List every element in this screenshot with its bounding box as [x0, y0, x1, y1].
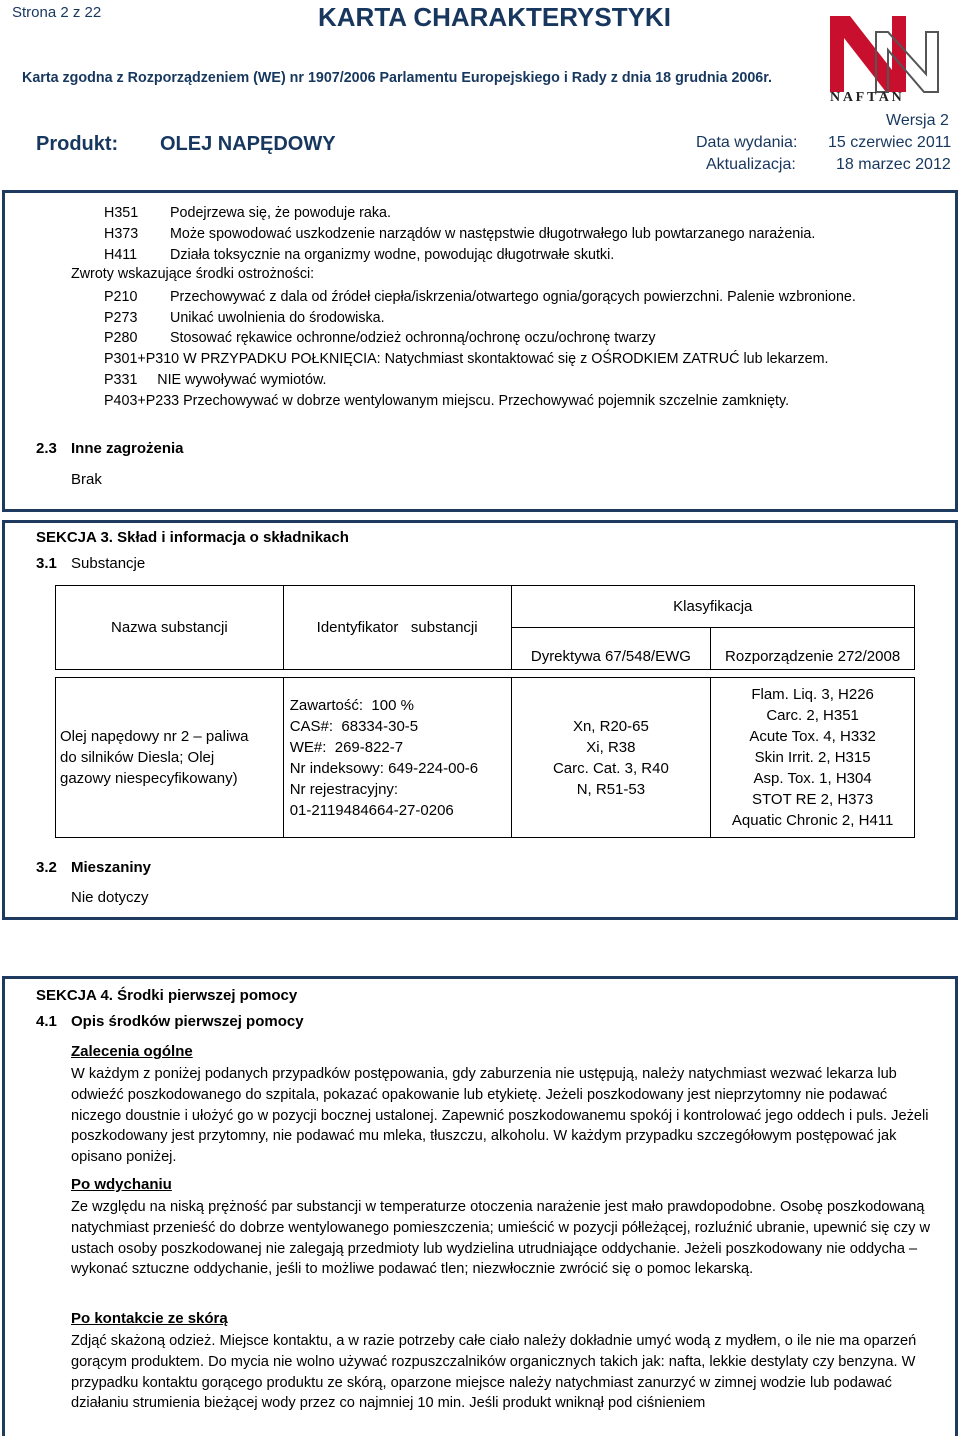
- precaution-row: [104, 328, 856, 349]
- document-title: KARTA CHARAKTERYSTYKI: [318, 2, 671, 32]
- precaution-list: [104, 287, 856, 411]
- update-date-label: Aktualizacja:: [706, 156, 796, 173]
- cell-line: do silników Diesla; Olej: [60, 749, 215, 766]
- cell-line: Nr indeksowy: 649-224-00-6: [289, 759, 479, 777]
- cell-substance-id: [283, 678, 511, 838]
- precaution-row: [104, 308, 856, 329]
- section-3-2-title: Mieszaniny: [71, 859, 152, 876]
- cell-line: Carc. Cat. 3, R40: [552, 759, 669, 777]
- precaution-text: Przechowywać z dala od źródeł ciepła/iskrzenia/otwartego ognia/gorących powierzchni. Palenie wzbronione.: [170, 289, 856, 305]
- page-number: Strona 2 z 22: [12, 4, 102, 21]
- cell-line: gazowy niespecyfikowany): [60, 770, 238, 787]
- cell-line: Skin Irrit. 2, H315: [754, 749, 871, 766]
- section-2-3-content: Brak: [71, 471, 102, 488]
- section-4-1-number: 4.1: [36, 1013, 57, 1030]
- naftan-logo: [826, 8, 952, 108]
- cell-directive: [511, 678, 711, 838]
- precaution-row: P331 NIE wywoływać wymiotów.: [104, 371, 327, 388]
- col-header-classification: Klasyfikacja: [511, 586, 914, 628]
- general-heading: Zalecenia ogólne: [71, 1043, 193, 1060]
- hazard-code: H351: [104, 205, 139, 221]
- issue-date-label: Data wydania:: [696, 134, 798, 151]
- section-3-1-number: 3.1: [36, 555, 57, 572]
- hazard-code: H411: [104, 247, 138, 263]
- col-header-directive: Dyrektywa 67/548/EWG: [511, 628, 711, 670]
- cell-line: Aquatic Chronic 2, H411: [731, 812, 894, 829]
- precaution-row: P403+P233 Przechowywać w dobrze wentylowanym miejscu. Przechowywać pojemnik szczelnie zamknięty.: [104, 392, 790, 409]
- precaution-code: P210: [104, 289, 138, 305]
- version: Wersja 2: [886, 112, 949, 129]
- col-header-regulation: Rozporządzenie 272/2008: [711, 628, 915, 670]
- hazard-list: [104, 203, 815, 266]
- cell-line: WE#: 269-822-7: [289, 738, 404, 756]
- section-3-1-title: Substancje: [71, 555, 146, 572]
- precaution-row: P301+P310 W PRZYPADKU POŁKNIĘCIA: Natychmiast skontaktować się z OŚRODKIEM ZATRUĆ lub lekarzem.: [104, 351, 829, 368]
- hazard-text: Działa toksycznie na organizmy wodne, powodując długotrwałe skutki.: [170, 247, 615, 263]
- cell-line: Olej napędowy nr 2 – paliwa: [60, 728, 249, 745]
- cell-substance-name: [56, 678, 284, 838]
- cell-line: STOT RE 2, H373: [752, 791, 874, 808]
- cell-line: Flam. Liq. 3, H226: [751, 686, 874, 703]
- precaution-row: [104, 287, 856, 308]
- section-2-3-title: Inne zagrożenia: [71, 440, 184, 457]
- skin-heading: Po kontakcie ze skórą: [71, 1310, 228, 1327]
- hazard-code: H373: [104, 226, 139, 242]
- precaution-heading: Zwroty wskazujące środki ostrożności:: [71, 266, 315, 282]
- cell-line: Carc. 2, H351: [766, 707, 859, 724]
- cell-line: N, R51-53: [576, 780, 646, 798]
- hazard-row: [104, 245, 815, 266]
- hazard-row: [104, 203, 815, 224]
- section-3-title: SEKCJA 3. Skład i informacja o składnikach: [36, 529, 349, 546]
- cell-line: Zawartość: 100 %: [289, 696, 414, 714]
- hazard-row: [104, 224, 815, 245]
- naftan-logo-mark: [826, 8, 952, 94]
- section-4-title: SEKCJA 4. Środki pierwszej pomocy: [36, 987, 298, 1004]
- product-name: OLEJ NAPĘDOWY: [160, 133, 336, 155]
- cell-line: Xi, R38: [586, 738, 636, 756]
- general-text: W każdym z poniżej podanych przypadków postępowania, gdy zaburzenia nie ustępują, należy natychmiast wezwać lekarza lub odwieźć poszkodowanego do szpitala, pokazać opakowanie lub etykietę. Jeżeli poszkodowany jest nieprzytomny nie podawać niczego doustnie i ułożyć go w pozycji bocznej ustalonej. Zapewnić poszkodowanemu spokój i kontrolować jego oddech i puls. Jeżeli poszkodowany jest przytomny, nie podawać mu mleka, tłuszczu, alkoholu. W każdym przypadku szczegółowym postępować jak opisano poniżej.: [71, 1066, 929, 1166]
- naftan-logo-text: N A F T A N: [830, 90, 902, 105]
- product-label: Produkt:: [36, 133, 119, 155]
- precaution-text: Stosować rękawice ochronne/odzież ochronną/ochronę oczu/ochronę twarzy: [170, 330, 656, 347]
- update-date: 18 marzec 2012: [836, 156, 951, 173]
- section-3-2-number: 3.2: [36, 859, 57, 876]
- cell-regulation: [711, 678, 915, 838]
- cell-line: CAS#: 68334-30-5: [289, 717, 419, 735]
- inhalation-heading: Po wdychaniu: [71, 1176, 172, 1193]
- substance-table: [55, 585, 915, 838]
- hazard-text: Podejrzewa się, że powoduje raka.: [170, 205, 391, 221]
- cell-line: Acute Tox. 4, H332: [749, 728, 876, 745]
- regulation-line: Karta zgodna z Rozporządzeniem (WE) nr 1907/2006 Parlamentu Europejskiego i Rady z dnia 18 grudnia 2006r.: [22, 70, 773, 86]
- precaution-text: Unikać uwolnienia do środowiska.: [170, 309, 385, 326]
- table-gap: [56, 670, 915, 678]
- skin-text: Zdjąć skażoną odzież. Miejsce kontaktu, a w razie potrzeby całe ciało należy dokładnie umyć wodą z mydłem, o ile nie ma oparzeń gorącym produktem. Do mycia nie wolno używać rozpuszczalników organicznych takich jak: nafta, lekkie destylaty czy benzyna. W przypadku kontaktu gorącego produktu ze skórą, oparzone miejsce należy natychmiast zanurzyć w zimnej wodzie lub podawać działaniu strumienia bieżącej wody przez co najmniej 10 min. Jeśli produkt wniknął pod ciśnieniem: [71, 1333, 917, 1412]
- precaution-code: P280: [104, 330, 138, 347]
- col-header-id: Identyfikator substancji: [283, 586, 511, 670]
- cell-line: 01-2119484664-27-0206: [289, 801, 454, 819]
- inhalation-text: Ze względu na niską prężność par substancji w temperaturze otoczenia narażenie jest mało prawdopodobne. Osobę poszkodowaną natychmiast przenieść do dobrze wentylowanego pomieszczenia; umieścić w pozycji półleżącej, rozluźnić ubranie, upewnić się czy w ustach osoby poszkodowanej nie zalegają przedmioty lub wydzielina utrudniające oddychanie. Jeżeli poszkodowany nie oddycha – wykonać sztuczne oddychanie, jeśli to możliwe podawać tlen; niezwłocznie zwrócić się o pomoc lekarską.: [71, 1199, 931, 1278]
- cell-line: Asp. Tox. 1, H304: [753, 770, 872, 787]
- section-2-3-number: 2.3: [36, 440, 57, 457]
- issue-date: 15 czerwiec 2011: [828, 134, 952, 151]
- col-header-name: Nazwa substancji: [56, 586, 284, 670]
- section-3-2-content: Nie dotyczy: [71, 889, 149, 906]
- precaution-code: P273: [104, 309, 138, 326]
- cell-line: Xn, R20-65: [572, 717, 649, 735]
- hazard-text: Może spowodować uszkodzenie narządów w następstwie długotrwałego lub powtarzanego narażenia.: [170, 226, 816, 242]
- section-4-1-title: Opis środków pierwszej pomocy: [71, 1013, 304, 1030]
- cell-line: Nr rejestracyjny:: [289, 780, 399, 798]
